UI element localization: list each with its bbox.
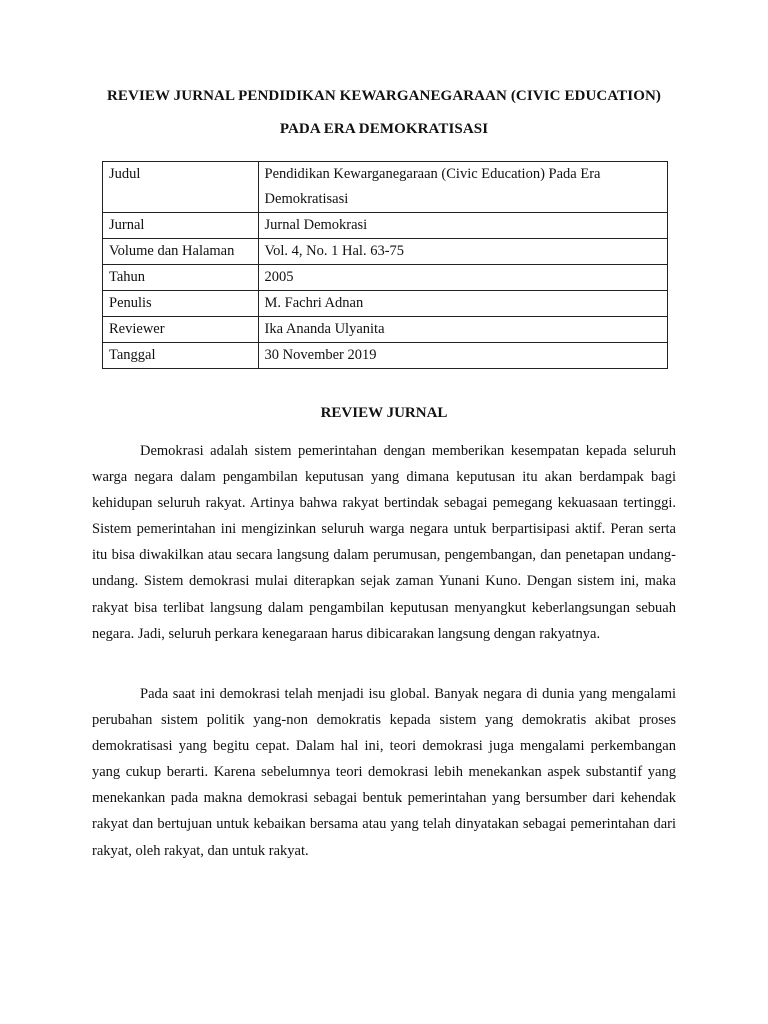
document-title-line-2: PADA ERA DEMOKRATISASI [279, 121, 489, 137]
table-cell-label: Judul [103, 162, 259, 213]
table-row [103, 265, 668, 291]
table-cell-label: Jurnal [103, 213, 259, 239]
table-cell-label: Tanggal [103, 343, 259, 369]
document-title-line-1: REVIEW JURNAL PENDIDIKAN KEWARGANEGARAAN (CIVIC EDUCATION) [106, 88, 662, 104]
body-paragraph: Pada saat ini demokrasi telah menjadi isu global. Banyak negara di dunia yang mengalami perubahan sistem politik yang-non demokratis kepada sistem yang demokratis akibat proses demokratisasi yang begitu cepat. Dalam hal ini, teori demokrasi juga mengalami perkembangan yang cukup berarti. Karena sebelumnya teori demokrasi lebih menekankan aspek substantif yang menekankan pada makna demokrasi sebagai bentuk pemerintahan yang bersumber dari kehendak rakyat dan bertujuan untuk kebaikan bersama atau yang telah dinyatakan sebagai pemerintahan dari rakyat, oleh rakyat, dan untuk rakyat. [92, 686, 676, 859]
table-cell-label: Volume dan Halaman [103, 239, 259, 265]
table-row [103, 317, 668, 343]
table-cell-value: 2005 [258, 265, 667, 291]
table-cell-value: Jurnal Demokrasi [258, 213, 667, 239]
table-row [103, 213, 668, 239]
body-paragraph: Demokrasi adalah sistem pemerintahan dengan memberikan kesempatan kepada seluruh warga negara dalam pengambilan keputusan yang dimana keputusan itu akan berdampak bagi kehidupan seluruh rakyat. Artinya bahwa rakyat bertindak sebagai pemegang kekuasaan tertinggi. Sistem pemerintahan ini mengizinkan seluruh warga negara untuk berpartisipasi aktif. Peran serta itu bisa diwakilkan atau secara langsung dalam perumusan, pengembangan, dan penetapan undang-undang. Sistem demokrasi mulai diterapkan sejak zaman Yunani Kuno. Dengan sistem ini, maka rakyat bisa terlibat langsung dalam pengambilan keputusan menyangkut keberlangsungan sebuah negara. Jadi, seluruh perkara kenegaraan harus dibicarakan langsung dengan rakyatnya. [92, 443, 676, 642]
table-cell-label: Tahun [103, 265, 259, 291]
table-row [103, 291, 668, 317]
table-cell-value: M. Fachri Adnan [258, 291, 667, 317]
table-cell-label: Reviewer [103, 317, 259, 343]
table-row [103, 343, 668, 369]
section-heading: REVIEW JURNAL [320, 405, 448, 421]
table-cell-label: Penulis [103, 291, 259, 317]
journal-info-table [102, 161, 668, 369]
table-cell-value: Vol. 4, No. 1 Hal. 63-75 [258, 239, 667, 265]
table-row [103, 162, 668, 213]
table-cell-value: Pendidikan Kewarganegaraan (Civic Education) Pada Era Demokratisasi [258, 162, 667, 213]
table-cell-value: 30 November 2019 [258, 343, 667, 369]
table-row [103, 239, 668, 265]
table-cell-value: Ika Ananda Ulyanita [258, 317, 667, 343]
